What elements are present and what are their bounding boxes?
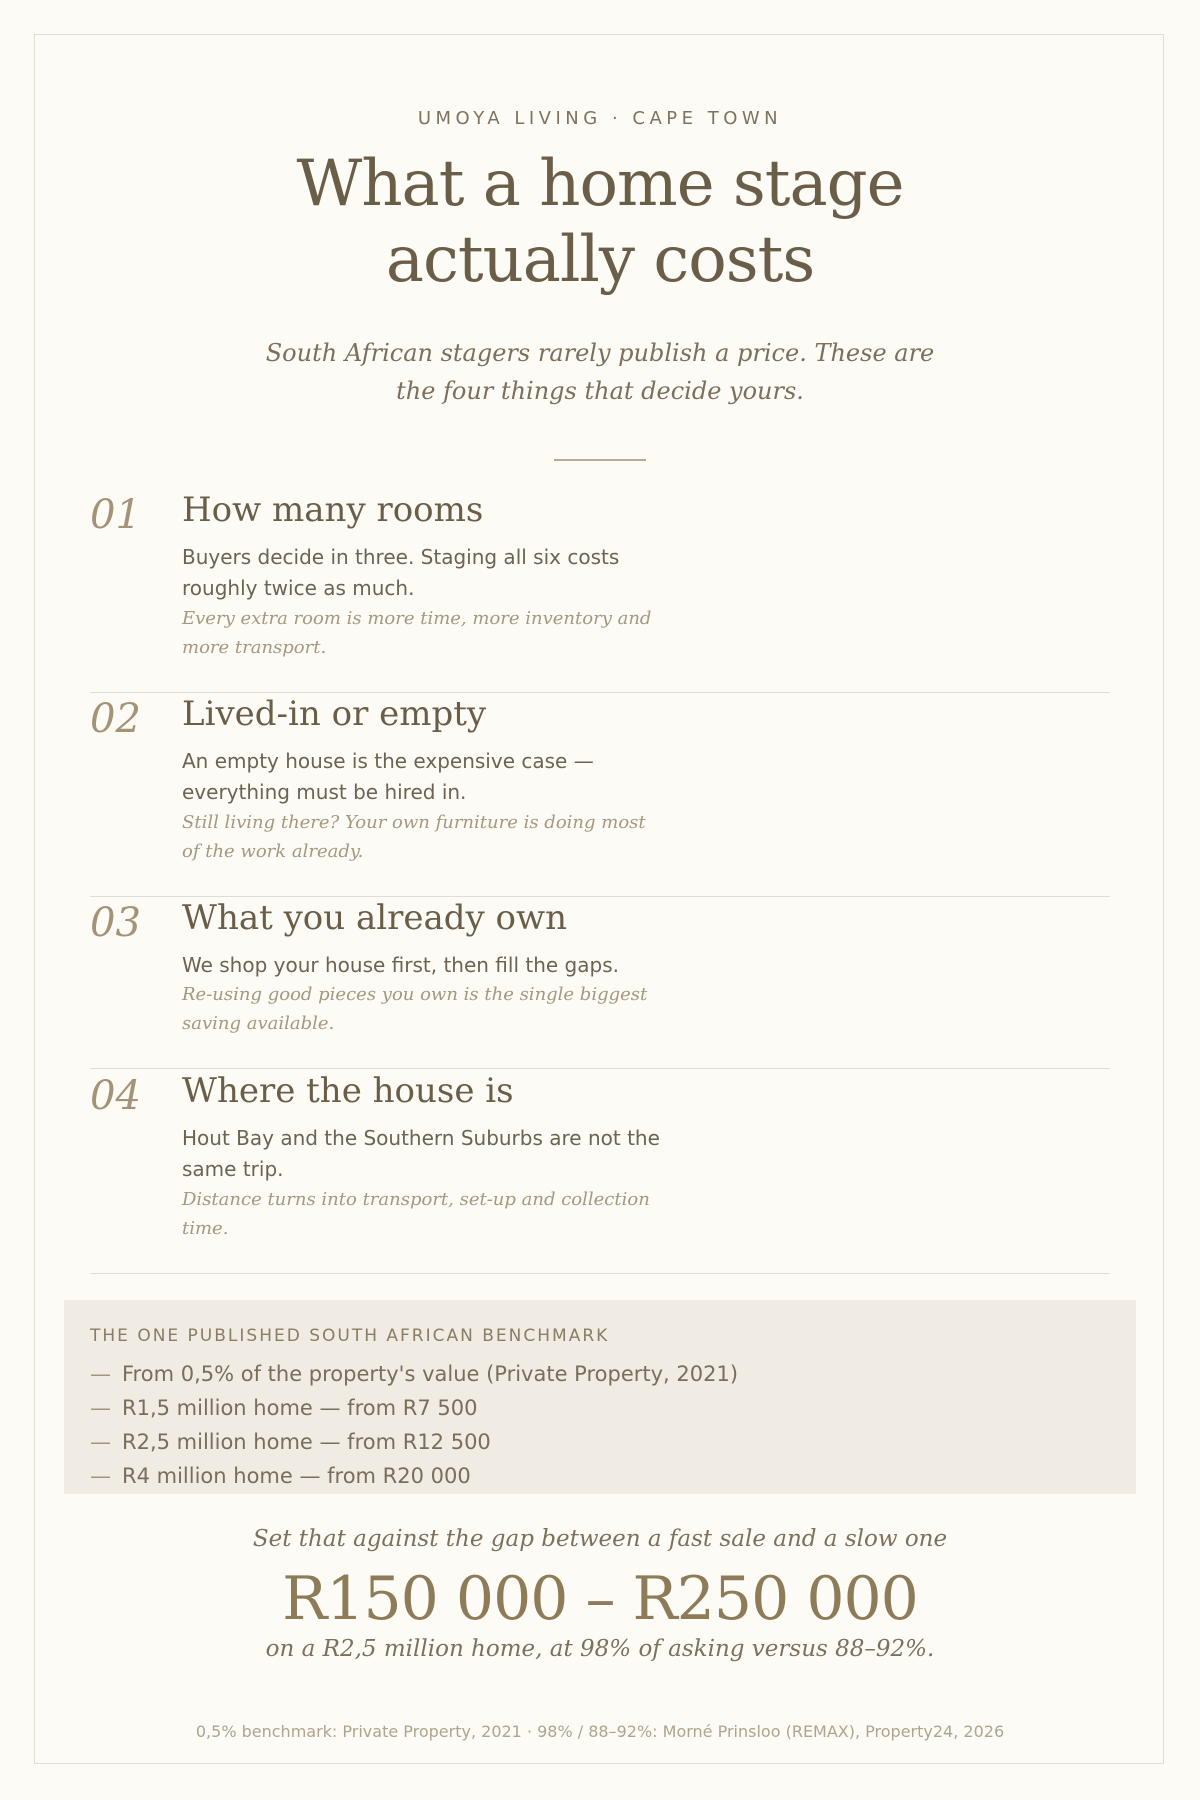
factor-divider xyxy=(90,1068,1110,1069)
benchmark-item-text: R2,5 million home — from R12 500 xyxy=(122,1430,491,1454)
source-footnote: 0,5% benchmark: Private Property, 2021 · 98% / 88–92%: Morné Prinsloo (REMAX), Property24, 2026 xyxy=(195,1722,1005,1741)
dash-bullet: — xyxy=(90,1362,111,1386)
title-rule xyxy=(554,459,646,461)
factor-number: 03 xyxy=(90,900,141,946)
dash-bullet: — xyxy=(90,1396,111,1420)
factor-number: 02 xyxy=(90,696,141,742)
factor-heading: Lived-in or empty xyxy=(182,694,487,734)
factor-body: An empty house is the expensive case — everything must be hired in. xyxy=(182,749,594,804)
benchmark-item xyxy=(90,1464,471,1488)
factor-note: Every extra room is more time, more inventory and more transport. xyxy=(182,608,652,658)
benchmark-label: THE ONE PUBLISHED SOUTH AFRICAN BENCHMARK xyxy=(90,1326,610,1346)
factor-divider xyxy=(90,1273,1110,1274)
factor-note: Still living there? Your own furniture is doing most of the work already. xyxy=(182,812,646,862)
benchmark-item xyxy=(90,1430,491,1454)
benchmark-item-text: From 0,5% of the property's value (Private Property, 2021) xyxy=(122,1362,739,1386)
title-line-2: actually costs xyxy=(385,223,815,297)
benchmark-panel xyxy=(64,1300,1136,1494)
factor-body: We shop your house first, then fill the gaps. xyxy=(182,953,619,977)
benchmark-item xyxy=(90,1362,738,1386)
page-subtitle: South African stagers rarely publish a price. These are the four things that decide yours. xyxy=(265,339,935,405)
page-title xyxy=(0,146,1200,298)
factor-divider xyxy=(90,692,1110,693)
factor-heading: Where the house is xyxy=(182,1071,514,1111)
factor-body: Buyers decide in three. Staging all six costs roughly twice as much. xyxy=(182,545,620,600)
closing-lead: Set that against the gap between a fast sale and a slow one xyxy=(252,1526,948,1552)
title-line-1: What a home stage xyxy=(296,147,904,221)
factor-heading: How many rooms xyxy=(182,490,484,530)
factor-number: 01 xyxy=(90,492,141,538)
factor-number: 04 xyxy=(90,1073,141,1119)
benchmark-item-text: R1,5 million home — from R7 500 xyxy=(122,1396,478,1420)
brand-eyebrow: UMOYA LIVING · CAPE TOWN xyxy=(417,108,783,129)
benchmark-item xyxy=(90,1396,477,1420)
dash-bullet: — xyxy=(90,1430,111,1454)
factor-note: Distance turns into transport, set-up and collection time. xyxy=(182,1189,650,1239)
benchmark-item-text: R4 million home — from R20 000 xyxy=(122,1464,471,1488)
factor-body: Hout Bay and the Southern Suburbs are not the same trip. xyxy=(182,1126,660,1181)
closing-tail: on a R2,5 million home, at 98% of asking versus 88–92%. xyxy=(265,1636,935,1662)
factor-note: Re-using good pieces you own is the single biggest saving available. xyxy=(182,984,648,1034)
factor-divider xyxy=(90,896,1110,897)
factor-heading: What you already own xyxy=(182,898,568,938)
dash-bullet: — xyxy=(90,1464,111,1488)
closing-amount: R150 000 – R250 000 xyxy=(282,1564,918,1634)
